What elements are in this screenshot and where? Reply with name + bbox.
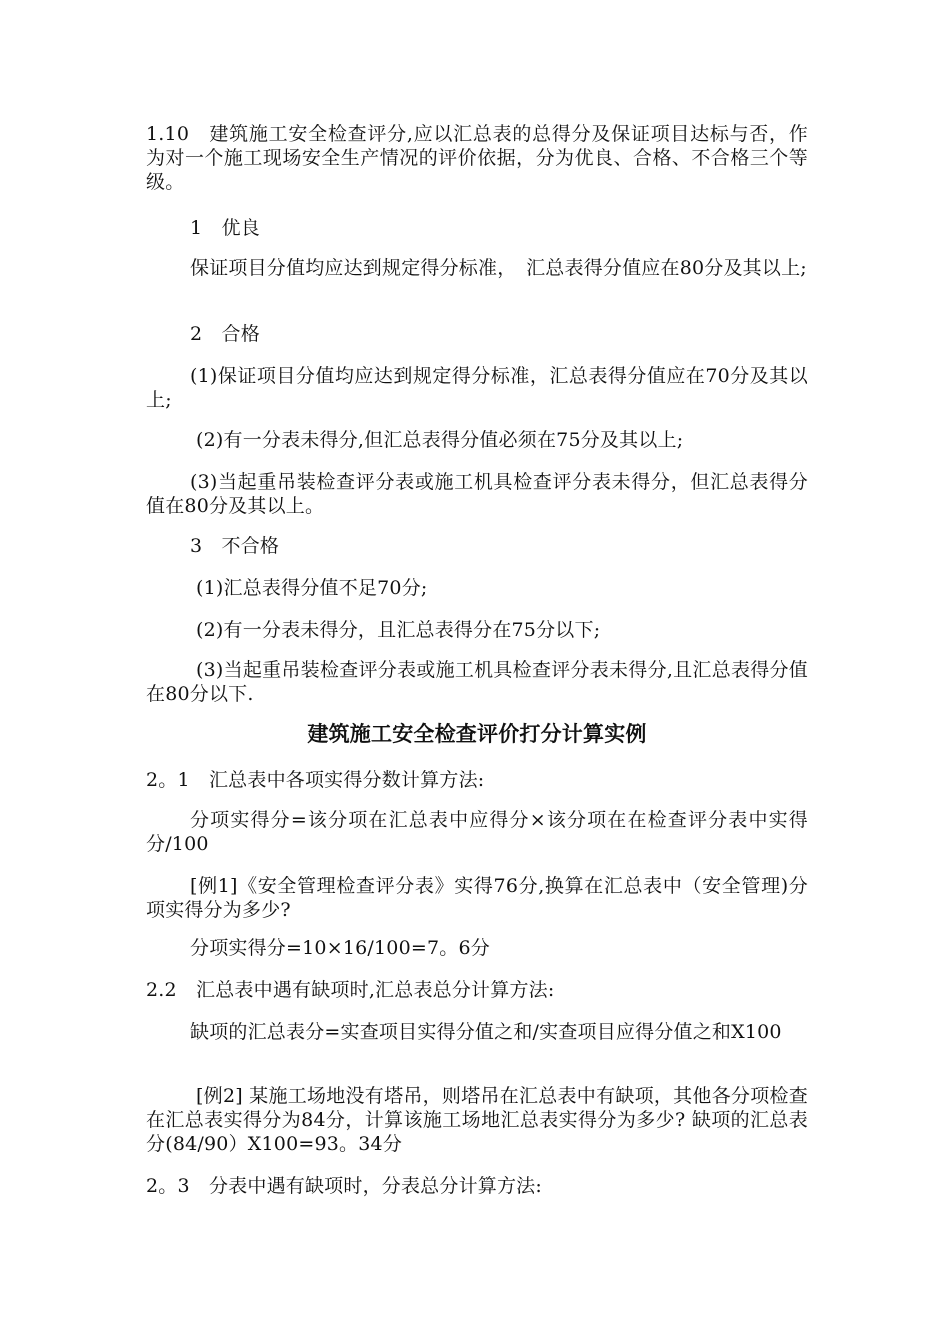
example-heading: 建筑施工安全检查评价打分计算实例 [307, 722, 647, 746]
section-2-1-formula: 分项实得分=该分项在汇总表中应得分×该分项在在检查评分表中实得分/100 [146, 809, 808, 855]
excellent-title: 1 优良 [190, 217, 260, 239]
excellent-text: 保证项目分值均应达到规定得分标准， 汇总表得分值应在80分及其以上; [190, 257, 807, 279]
section-2-1-answer: 分项实得分=10×16/100=7。6分 [190, 937, 490, 959]
section-2-2-title: 2.2 汇总表中遇有缺项时,汇总表总分计算方法: [146, 979, 555, 1001]
fail-title: 3 不合格 [190, 535, 280, 557]
section-2-1-example: [例1]《安全管理检查评分表》实得76分,换算在汇总表中（安全管理)分项实得分为多少? [146, 875, 808, 921]
section-2-2-example: [例2] 某施工场地没有塔吊，则塔吊在汇总表中有缺项，其他各分项检查在汇总表实得分为84分，计算该施工场地汇总表实得分为多少? 缺项的汇总表分(84/90）X100=93。34分 [146, 1085, 808, 1155]
fail-item-3: (3)当起重吊装检查评分表或施工机具检查评分表未得分,且汇总表得分值在80分以下. [146, 659, 808, 705]
section-1-10-intro: 1.10 建筑施工安全检查评分,应以汇总表的总得分及保证项目达标与否，作为对一个施工现场安全生产情况的评价依据，分为优良、合格、不合格三个等级。 [146, 123, 808, 193]
pass-item-2: (2)有一分表未得分,但汇总表得分值必须在75分及其以上; [196, 429, 684, 451]
pass-item-3: (3)当起重吊装检查评分表或施工机具检查评分表未得分，但汇总表得分值在80分及其以上。 [146, 471, 808, 517]
section-2-1-title: 2。1 汇总表中各项实得分数计算方法: [146, 769, 485, 791]
fail-item-1: (1)汇总表得分值不足70分; [196, 577, 428, 599]
section-2-3-title: 2。3 分表中遇有缺项时，分表总分计算方法: [146, 1175, 542, 1197]
pass-title: 2 合格 [190, 323, 260, 345]
fail-item-2: (2)有一分表未得分，且汇总表得分在75分以下; [196, 619, 601, 641]
pass-item-1: (1)保证项目分值均应达到规定得分标准，汇总表得分值应在70分及其以上; [146, 365, 808, 411]
section-2-2-formula: 缺项的汇总表分=实查项目实得分值之和/实查项目应得分值之和X100 [190, 1021, 782, 1043]
